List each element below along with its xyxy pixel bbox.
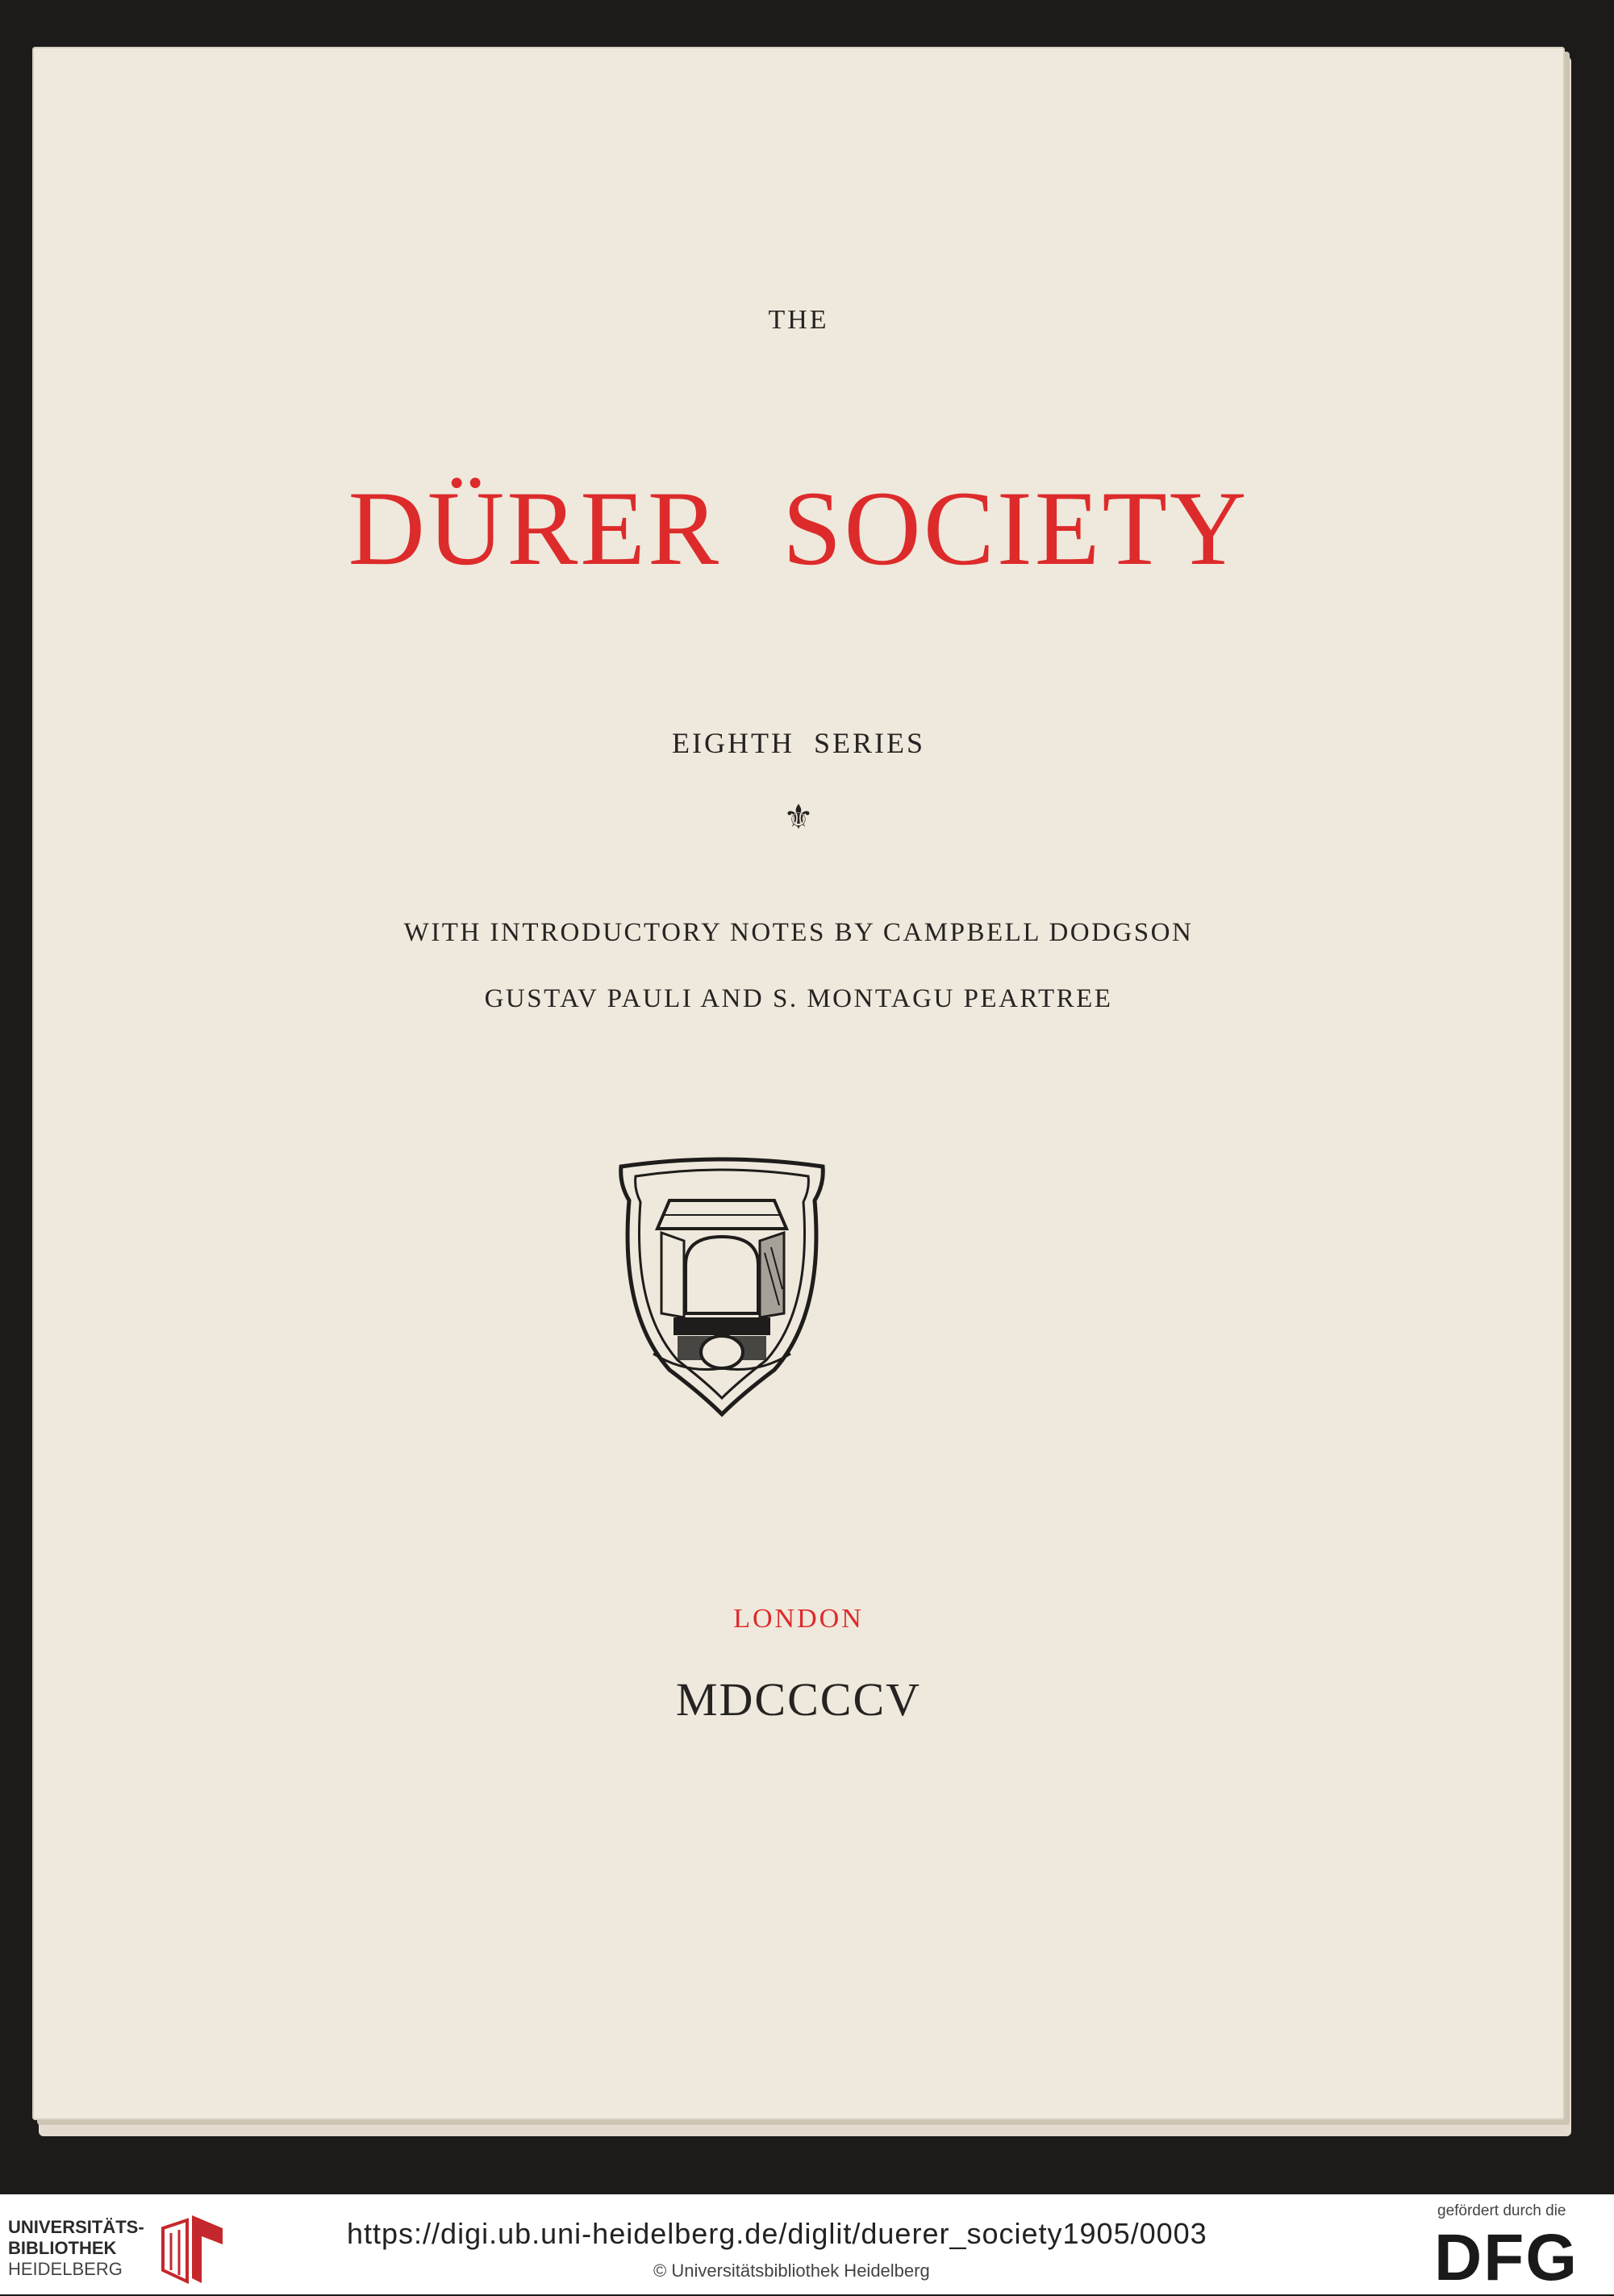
- series-label: EIGHTH SERIES: [672, 727, 925, 759]
- society-title: DÜRER SOCIETY: [348, 469, 1249, 587]
- library-line-2: BIBLIOTHEK: [8, 2238, 117, 2258]
- publication-year: MDCCCCV: [675, 1673, 922, 1726]
- fleuron-icon: ⚜: [783, 799, 814, 837]
- viewer-footer: [0, 2194, 1614, 2294]
- library-line-1: UNIVERSITÄTS-: [8, 2217, 144, 2237]
- publication-city: LONDON: [733, 1604, 864, 1634]
- notes-line-2: GUSTAV PAULI AND S. MONTAGU PEARTREE: [484, 984, 1113, 1013]
- notes-line-1: WITH INTRODUCTORY NOTES BY CAMPBELL DODGSON: [403, 918, 1194, 947]
- permalink-url[interactable]: https://digi.ub.uni-heidelberg.de/diglit/duerer_society1905/0003: [347, 2217, 1207, 2250]
- title-page: [32, 47, 1565, 2120]
- library-logo-icon: [160, 2212, 226, 2286]
- library-line-3: HEIDELBERG: [8, 2259, 123, 2279]
- dfg-logo: DFG: [1434, 2221, 1579, 2294]
- title-article: THE: [768, 305, 829, 335]
- shield-emblem-icon: [613, 1152, 831, 1418]
- copyright-notice: © Universitätsbibliothek Heidelberg: [653, 2261, 930, 2281]
- library-name: [8, 2217, 144, 2280]
- funded-by-label: gefördert durch die: [1437, 2202, 1566, 2219]
